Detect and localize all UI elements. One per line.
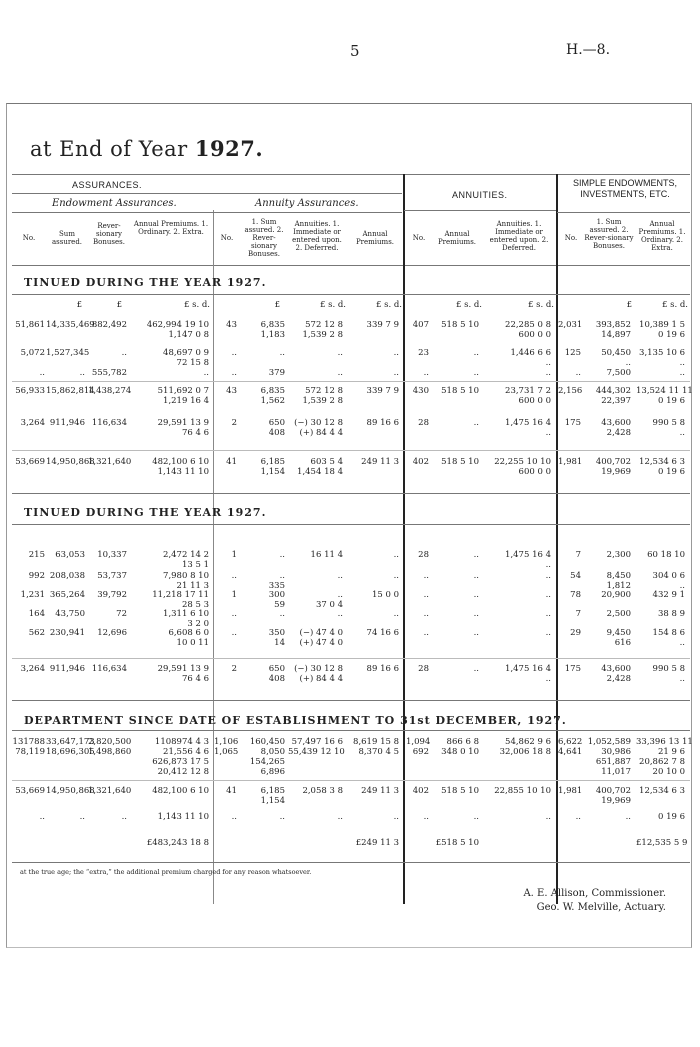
table-cell: 53,669 (15, 457, 45, 467)
header-bottom-rule (12, 265, 690, 266)
table-cell: 7,980 8 10 21 11 3 (163, 571, 209, 591)
table-cell: 1,475 16 4 .. (505, 418, 551, 438)
table-cell: 208,038 (49, 571, 85, 581)
table-cell: 15,862,814 (46, 386, 95, 396)
table-cell: 1,094 692 (406, 737, 431, 757)
col-reversionary-bonuses: Rever-sionary Bonuses. (93, 222, 125, 246)
table-cell: 164 (28, 609, 45, 619)
table-cell: 3,264 (20, 664, 45, 674)
col-aa-premiums: Annual Premiums. (355, 230, 395, 246)
table-cell: 430 (412, 386, 429, 396)
table-cell: 57,497 16 6 55,439 12 10 (288, 737, 345, 757)
endowment-heading: Endowment Assurances. (52, 198, 177, 209)
table-cell: .. (575, 368, 581, 378)
table-cell: 300 59 (268, 590, 285, 610)
table-cell: 14,950,868 (46, 786, 95, 796)
annuities-heading: ANNUITIES. (452, 190, 508, 200)
table-cell: 572 12 8 1,539 2 8 (302, 386, 343, 406)
table-cell: 2,300 (606, 550, 631, 560)
table-cell: 1 (231, 550, 237, 560)
table-cell: 11,218 17 11 28 5 3 (152, 590, 209, 610)
table-cell: 400,702 19,969 (595, 786, 631, 806)
table-cell: .. (393, 368, 399, 378)
signature-actuary: Geo. W. Melville, Actuary. (536, 902, 666, 913)
section-2-row (0, 664, 700, 692)
table-cell: .. 335 (268, 571, 285, 591)
table-cell: 350 14 (268, 628, 285, 648)
table-cell: (−) 30 12 8 (+) 84 4 4 (294, 418, 343, 438)
table-cell: 15 0 0 (371, 590, 399, 600)
table-cell: 992 (28, 571, 45, 581)
table-cell: .. (473, 368, 479, 378)
table-cell: 1 (231, 590, 237, 600)
table-cell: 2,058 3 8 (302, 786, 343, 796)
table-cell: 518 5 10 (441, 386, 479, 396)
table-cell: 175 (564, 418, 581, 428)
table-cell: 63,053 (55, 550, 85, 560)
table-cell: 2,820,500 1,498,860 (88, 737, 132, 757)
table-cell: 53,737 (97, 571, 127, 581)
table-cell: 562 (28, 628, 45, 638)
table-cell: .. (393, 571, 399, 581)
table-cell: 1,321,640 (88, 786, 132, 796)
section-heading-3: DEPARTMENT SINCE DATE OF ESTABLISHMENT TO 31st DECEMBER, 1927. (24, 714, 567, 727)
table-cell: 402 (412, 457, 429, 467)
table-cell: 1,438,274 (88, 386, 132, 396)
table-cell: 2 (231, 664, 237, 674)
table-cell: 33,647,173 18,696,305 (46, 737, 95, 757)
table-cell: 10,337 (97, 550, 127, 560)
table-cell: 230,941 (49, 628, 85, 638)
table-cell: 1,052,589 30,986 651,887 11,017 (587, 737, 631, 777)
table-cell: .. (337, 609, 343, 619)
table-cell: 14,950,868 (46, 457, 95, 467)
table-cell: 13,524 11 11 0 19 6 (636, 386, 693, 406)
section-2-row (0, 628, 700, 656)
table-cell: 43,600 2,428 (601, 418, 631, 438)
table-cell: 462,994 19 10 1,147 0 8 (146, 320, 209, 340)
table-cell: (−) 30 12 8 (+) 84 4 4 (294, 664, 343, 684)
table-cell: 125 (564, 348, 581, 358)
table-cell: 20,900 (601, 590, 631, 600)
table-cell: 1,475 16 4 .. (505, 550, 551, 570)
table-cell: .. (231, 609, 237, 619)
table-cell: .. (231, 571, 237, 581)
table-cell: .. (423, 812, 429, 822)
table-cell: 116,634 (91, 418, 127, 428)
table-cell: .. (473, 571, 479, 581)
page-reference: H.—8. (566, 42, 611, 58)
table-cell: 249 11 3 (361, 786, 399, 796)
table-cell: 33,396 13 11 21 9 6 20,862 7 8 20 10 0 (636, 737, 693, 777)
col-aa-annuities: Annuities. 1. Immediate or entered upon. 2. Deferred. (292, 220, 342, 252)
table-cell: 444,302 22,397 (595, 386, 631, 406)
col-no-4: No. (564, 234, 578, 242)
table-cell: 41 (226, 457, 237, 467)
table-cell: 0 19 6 (657, 812, 685, 822)
table-cell: .. (203, 368, 209, 378)
table-cell: 10,389 1 5 0 19 6 (639, 320, 685, 340)
table-cell: 12,534 6 3 (639, 786, 685, 796)
table-cell: 650 408 (268, 664, 285, 684)
title-year: 1927. (194, 136, 264, 161)
table-cell: 160,450 8,050 154,265 6,896 (249, 737, 285, 777)
table-cell: 482,100 6 10 (152, 786, 209, 796)
table-cell: .. (575, 812, 581, 822)
table-cell: 43,600 2,428 (601, 664, 631, 684)
table-cell: 1,981 (558, 457, 583, 467)
table-cell: .. (337, 368, 343, 378)
table-cell: 866 6 8 348 0 10 (441, 737, 479, 757)
table-cell: 7 (575, 609, 581, 619)
table-cell: .. (473, 609, 479, 619)
col-no-2: No. (220, 234, 234, 242)
table-cell: 9,450 616 (606, 628, 631, 648)
table-cell: .. (473, 812, 479, 822)
table-cell: .. (423, 609, 429, 619)
table-cell: .. (393, 550, 399, 560)
table-cell: 28 (418, 418, 429, 428)
table-cell: 22,285 0 8 600 0 0 (505, 320, 551, 340)
table-cell: 56,933 (15, 386, 45, 396)
table-cell: 8,450 1,812 (606, 571, 631, 591)
col-se-sum-assured: 1. Sum assured. 2. Rever-sionary Bonuses. (584, 218, 634, 250)
table-cell: .. (121, 812, 127, 822)
table-cell: .. (337, 571, 343, 581)
table-cell: 29,591 13 9 76 4 6 (157, 664, 209, 684)
table-cell: 6,608 6 0 10 0 11 (168, 628, 209, 648)
table-cell: 53,669 (15, 786, 45, 796)
table-cell: 482,100 6 10 1,143 11 10 (152, 457, 209, 477)
table-cell: 131788 78,119 (12, 737, 45, 757)
table-cell: .. (231, 812, 237, 822)
table-cell: 6,622 4,641 (558, 737, 583, 757)
table-cell: .. (473, 418, 479, 428)
table-cell: .. (423, 571, 429, 581)
table-cell: .. (279, 550, 285, 560)
table-cell: 12,534 6 3 0 19 6 (639, 457, 685, 477)
table-cell: 3,135 10 6 .. (639, 348, 685, 368)
table-cell: .. (279, 609, 285, 619)
table-cell: .. (231, 368, 237, 378)
table-cell: 51,861 (15, 320, 45, 330)
table-cell: 1,231 (20, 590, 45, 600)
table-cell: .. (473, 590, 479, 600)
table-cell: .. (79, 368, 85, 378)
title-prefix: at End of Year (30, 137, 188, 161)
table-cell: 1108974 4 3 21,556 4 6 626,873 17 5 20,412 12 8 (152, 737, 209, 777)
table-cell: 2,031 (558, 320, 583, 330)
table-cell: 518 5 10 (441, 457, 479, 467)
table-cell: 911,946 (49, 418, 85, 428)
simple-endowments-heading: SIMPLE ENDOWMENTS, INVESTMENTS, ETC. (572, 178, 677, 199)
table-cell: 432 9 1 (652, 590, 685, 600)
table-cell: £483,243 18 8 (146, 838, 209, 848)
table-cell: 16 11 4 (310, 550, 343, 560)
table-cell: 12,696 (97, 628, 127, 638)
table-cell: 3,264 (20, 418, 45, 428)
table-cell: 249 11 3 (361, 457, 399, 467)
table-cell: 911,946 (49, 664, 85, 674)
table-cell: .. (121, 348, 127, 358)
table-cell: .. (545, 590, 551, 600)
table-cell: .. (545, 628, 551, 638)
section-3-row (0, 812, 700, 840)
table-cell: .. (39, 368, 45, 378)
col-aa-sum-assured: 1. Sum assured. 2. Rever-sionary Bonuses. (244, 218, 284, 258)
table-cell: .. (337, 812, 343, 822)
table-cell: 1,311 6 10 3 2 0 (163, 609, 209, 629)
table-cell: 50,450 .. (601, 348, 631, 368)
table-cell: 43,750 (55, 609, 85, 619)
table-cell: 29 (570, 628, 581, 638)
table-cell: 1,321,640 (88, 457, 132, 467)
table-cell: 38 8 9 (657, 609, 685, 619)
table-cell: .. (625, 812, 631, 822)
table-cell: 650 408 (268, 418, 285, 438)
section-heading-2: TINUED DURING THE YEAR 1927. (24, 506, 267, 519)
table-cell: 339 7 9 (366, 320, 399, 330)
table-cell: 511,692 0 7 1,219 16 4 (157, 386, 209, 406)
table-cell: 1,446 6 6 .. (510, 348, 551, 368)
table-cell: .. (545, 609, 551, 619)
table-cell: 54,862 9 6 32,006 18 8 (499, 737, 551, 757)
section-1-row (0, 386, 700, 414)
table-cell: 28 (418, 664, 429, 674)
table-cell: .. (679, 368, 685, 378)
section-1-row (0, 418, 700, 446)
table-cell: 402 (412, 786, 429, 796)
table-cell: 28 (418, 550, 429, 560)
table-cell: 29,591 13 9 76 4 6 (157, 418, 209, 438)
table-cell: 393,852 14,897 (595, 320, 631, 340)
table-cell: 1,143 11 10 (157, 812, 209, 822)
table-cell: .. (39, 812, 45, 822)
table-cell: 14,335,469 (46, 320, 95, 330)
table-cell: 990 5 8 .. (652, 418, 685, 438)
table-cell: 7,500 (606, 368, 631, 378)
table-cell: 43 (226, 320, 237, 330)
table-cell: 5,072 (20, 348, 45, 358)
table-cell: 379 (268, 368, 285, 378)
table-cell: 518 5 10 (441, 320, 479, 330)
section-3-row (0, 786, 700, 814)
table-cell: 54 (570, 571, 581, 581)
table-cell: 175 (564, 664, 581, 674)
table-cell: 74 16 6 (366, 628, 399, 638)
table-cell: £518 5 10 (435, 838, 479, 848)
table-cell: 23,731 7 2 600 0 0 (505, 386, 551, 406)
table-cell: 89 16 6 (366, 418, 399, 428)
table-cell: .. (473, 348, 479, 358)
table-cell: 339 7 9 (366, 386, 399, 396)
header-top-rule (12, 174, 690, 175)
table-cell: 1,527,345 (46, 348, 90, 358)
table-cell: 555,782 (91, 368, 127, 378)
table-cell: .. (79, 812, 85, 822)
table-cell: 6,185 1,154 (260, 457, 285, 477)
table-cell: 41 (226, 786, 237, 796)
table-cell: 882,492 (91, 320, 127, 330)
table-cell: .. (473, 664, 479, 674)
table-cell: 2,156 (558, 386, 583, 396)
col-an-premiums: Annual Premiums. (437, 230, 477, 246)
table-cell: 304 0 6 .. (652, 571, 685, 591)
table-cell: 72 (116, 609, 127, 619)
signature-commissioner: A. E. Allison, Commissioner. (523, 888, 666, 899)
table-cell: 6,835 1,183 (260, 320, 285, 340)
col-no-3: No. (412, 234, 426, 242)
col-se-premiums: Annual Premiums. 1. Ordinary. 2. Extra. (638, 220, 686, 252)
table-cell: 89 16 6 (366, 664, 399, 674)
section-1-row (0, 457, 700, 485)
table-cell: .. (545, 368, 551, 378)
annuity-assurances-heading: Annuity Assurances. (255, 198, 359, 209)
section-3-row (0, 737, 700, 777)
table-cell: .. (545, 812, 551, 822)
table-cell: 22,255 10 10 600 0 0 (494, 457, 551, 477)
page-number: 5 (350, 42, 360, 60)
table-cell: 2,472 14 2 13 5 1 (163, 550, 209, 570)
table-cell: .. (279, 812, 285, 822)
table-cell: £249 11 3 (355, 838, 399, 848)
table-cell: .. (473, 550, 479, 560)
col-an-annuities: Annuities. 1. Immediate or entered upon. 2. Deferred. (489, 220, 549, 252)
table-cell: 23 (418, 348, 429, 358)
table-cell: 154 8 6 .. (652, 628, 685, 648)
table-cell: 572 12 8 1,539 2 8 (302, 320, 343, 340)
table-cell: 1,106 1,065 (214, 737, 239, 757)
table-cell: 365,264 (49, 590, 85, 600)
table-cell: 990 5 8 .. (652, 664, 685, 684)
table-cell: .. (393, 812, 399, 822)
table-cell: 6,835 1,562 (260, 386, 285, 406)
table-cell: 8,619 15 8 8,370 4 5 (353, 737, 399, 757)
table-cell: .. (473, 628, 479, 638)
table-cell: 6,185 1,154 (260, 786, 285, 806)
table-cell: 603 5 4 1,454 18 4 (297, 457, 343, 477)
table-cell: (−) 47 4 0 (+) 47 4 0 (299, 628, 343, 648)
table-cell: .. 37 0 4 (315, 590, 343, 610)
table-cell: .. (423, 368, 429, 378)
assurances-heading: ASSURANCES. (72, 180, 143, 190)
table-cell: 518 5 10 (441, 786, 479, 796)
table-cell: .. (423, 590, 429, 600)
table-cell: 22,855 10 10 (494, 786, 551, 796)
col-annual-premiums: Annual Premiums. 1. Ordinary. 2. Extra. (133, 220, 209, 236)
table-cell: 407 (412, 320, 429, 330)
table-cell: .. (423, 628, 429, 638)
table-cell: 116,634 (91, 664, 127, 674)
table-cell: £12,535 5 9 (636, 838, 688, 848)
col-no-1: No. (22, 234, 36, 242)
table-cell: 78 (570, 590, 581, 600)
table-cell: .. (393, 348, 399, 358)
unit-row: £ £ £ s. d. £ £ s. d. £ s. d. £ s. d. £ s. d. £ £ s. d. (76, 300, 688, 310)
table-cell: 400,702 19,969 (595, 457, 631, 477)
table-cell: .. (337, 348, 343, 358)
table-cell: .. (231, 628, 237, 638)
table-cell: .. (279, 348, 285, 358)
table-cell: 215 (28, 550, 45, 560)
table-cell: 48,697 0 9 72 15 8 (163, 348, 209, 368)
col-sum-assured: Sum assured. (51, 230, 83, 246)
table-cell: 43 (226, 386, 237, 396)
section-heading-1: TINUED DURING THE YEAR 1927. (24, 276, 267, 289)
table-cell: 2,500 (606, 609, 631, 619)
table-cell: 2 (231, 418, 237, 428)
page-title (30, 136, 263, 161)
table-cell: .. (393, 609, 399, 619)
section-1-row (0, 320, 700, 348)
table-cell: 1,981 (558, 786, 583, 796)
table-cell: .. (545, 571, 551, 581)
table-cell: 7 (575, 550, 581, 560)
table-cell: 60 18 10 (647, 550, 685, 560)
table-cell: 39,792 (97, 590, 127, 600)
table-cell: .. (231, 348, 237, 358)
table-cell: 1,475 16 4 .. (505, 664, 551, 684)
footnote: at the true age; the “extra,” the additional premium charged for any reason whatsoever. (20, 868, 312, 876)
